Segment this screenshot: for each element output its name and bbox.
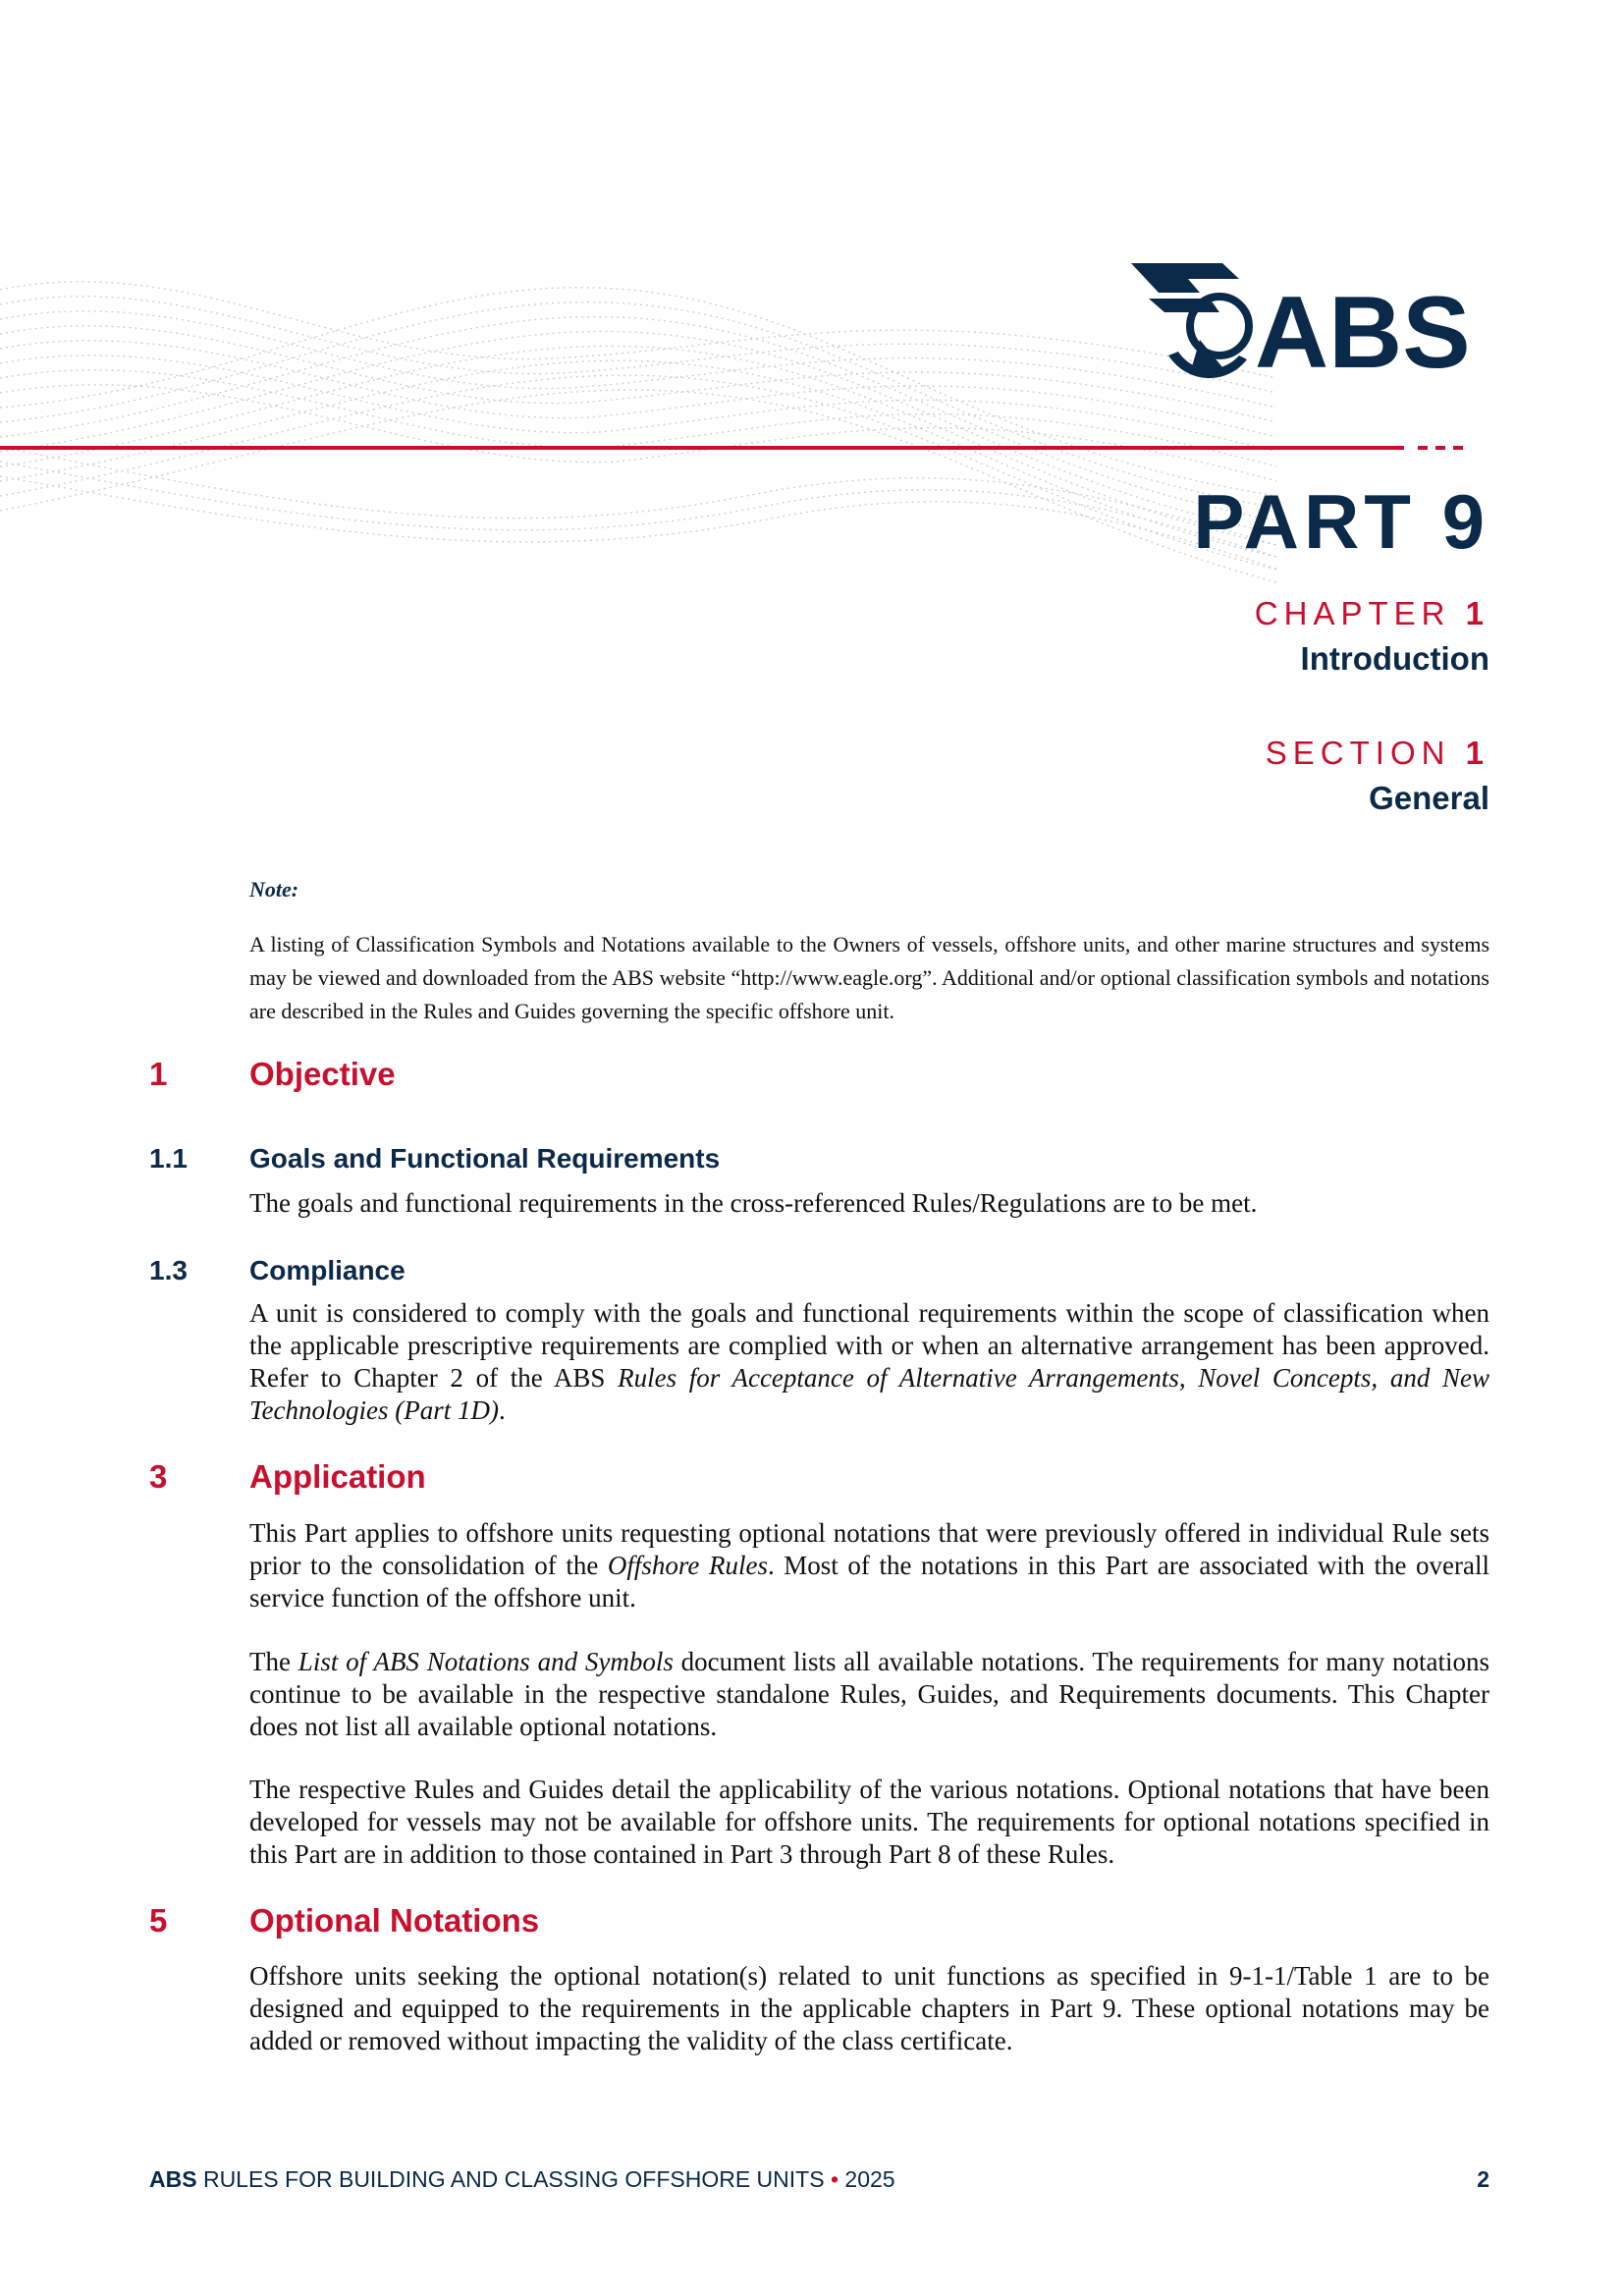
section-label: SECTION xyxy=(1265,735,1451,771)
chapter-label: CHAPTER xyxy=(1254,595,1451,631)
section-number: 1 xyxy=(1465,735,1489,771)
paragraph-application-3: The respective Rules and Guides detail the applicability of the various notations. Optional notations that have been developed for vessels may not be available for offshore units. The requirements for optional notations specified in this Part are in addition to those contained in Part 3 through Part 8 of these Rules. xyxy=(249,1775,1489,1869)
heading-number: 1.3 xyxy=(149,1255,188,1285)
paragraph-text: . Most of the notations in this Part are associated with the overall service function of the offshore unit. xyxy=(249,1551,1489,1613)
page-number: 2 xyxy=(1477,2166,1489,2192)
page-footer xyxy=(149,2166,895,2193)
note-label: Note: xyxy=(249,877,299,902)
heading-title: Compliance xyxy=(249,1255,406,1285)
reference-title: Rules for Acceptance of Alternative Arrangements, Novel Concepts, and New Technologies (Part 1D) xyxy=(249,1363,1489,1425)
heading-title: Optional Notations xyxy=(249,1902,540,1939)
heading-goals xyxy=(149,1143,720,1175)
footer-brand: ABS xyxy=(149,2166,197,2192)
header-rule xyxy=(0,446,1404,450)
heading-number: 1 xyxy=(149,1056,168,1092)
paragraph-application-2 xyxy=(249,1646,1489,1743)
header-rule-dashes xyxy=(1418,440,1463,450)
chapter-label-line xyxy=(1255,595,1489,632)
heading-compliance xyxy=(149,1255,406,1286)
wave-banner-graphic xyxy=(0,250,1276,604)
paragraph-text: A unit is considered to comply with the goals and functional requirements within the scope of classification when the applicable prescriptive requirements are complied with or when an alternative arrangement has been approved. Refer to Chapter 2 of the ABS xyxy=(249,1298,1489,1393)
heading-title: Objective xyxy=(249,1056,396,1092)
heading-number: 3 xyxy=(149,1458,168,1495)
heading-objective xyxy=(149,1056,396,1093)
note-text: A listing of Classification Symbols and Notations available to the Owners of vessels, offshore units, and other marine structures and systems may be viewed and downloaded from the ABS website “http://www.eagle.org”. Additional and/or optional classification symbols and notations are described in the Rules and Guides governing the specific offshore unit. xyxy=(249,932,1489,1023)
heading-application xyxy=(149,1458,426,1496)
paragraph-text: This Part applies to offshore units requesting optional notations that were previously offered in individual Rule sets prior to the consolidation of the xyxy=(249,1518,1489,1580)
heading-title: Application xyxy=(249,1458,426,1495)
paragraph-text: document lists all available notations. The requirements for many notations continue to be available in the respective standalone Rules, Guides, and Requirements documents. This Chapter does not list all available optional notations. xyxy=(249,1647,1490,1741)
footer-year: 2025 xyxy=(844,2166,895,2192)
section-label-line xyxy=(1266,735,1489,772)
logo-text: ABS xyxy=(1255,276,1471,390)
paragraph-goals: The goals and functional requirements in the cross-referenced Rules/Regulations are to be met. xyxy=(249,1188,1258,1218)
section-title: General xyxy=(1369,780,1489,816)
footer-title: RULES FOR BUILDING AND CLASSING OFFSHORE UNITS xyxy=(202,2166,825,2192)
reference-title: Offshore Rules xyxy=(607,1551,768,1580)
chapter-number: 1 xyxy=(1465,595,1489,631)
footer-separator: • xyxy=(830,2166,839,2192)
paragraph-compliance xyxy=(249,1297,1489,1427)
heading-number: 1.1 xyxy=(149,1143,188,1174)
paragraph-optional-notations: Offshore units seeking the optional notation(s) related to unit functions as specified in 9-1-1/Table 1 are to be designed and equipped to the requirements in the applicable chapters in Part 9. These optional notations may be added or removed without impacting the validity of the class certificate. xyxy=(249,1961,1489,2055)
heading-title: Goals and Functional Requirements xyxy=(249,1143,721,1174)
abs-logo xyxy=(1129,257,1483,395)
part-title: PART 9 xyxy=(1193,478,1489,565)
paragraph-text: The xyxy=(249,1647,298,1676)
paragraph-application-1 xyxy=(249,1517,1489,1614)
paragraph-text: . xyxy=(498,1395,506,1425)
heading-optional-notations xyxy=(149,1902,539,1940)
reference-title: List of ABS Notations and Symbols xyxy=(298,1647,674,1676)
heading-number: 5 xyxy=(149,1902,168,1939)
chapter-title: Introduction xyxy=(1300,640,1489,677)
